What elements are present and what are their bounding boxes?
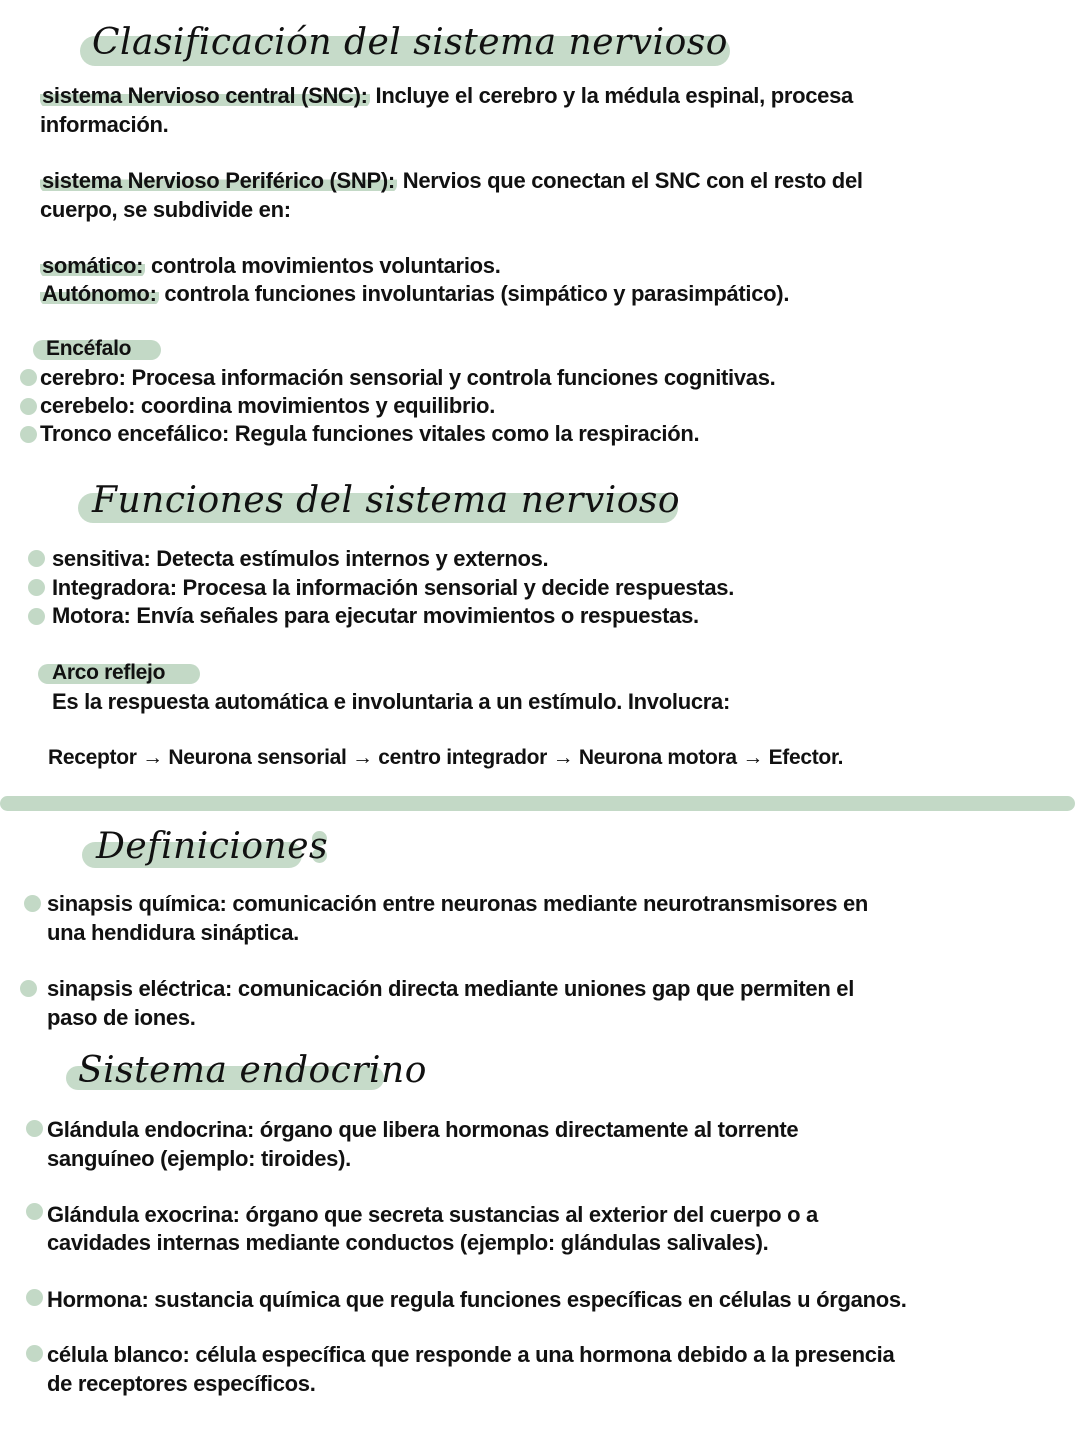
- arco-label: Arco reflejo: [52, 661, 166, 684]
- endocrino-line-1: Hormona: sustancia química que regula funciones específicas en células u órganos.: [47, 1287, 907, 1312]
- endocrino-line-2: sanguíneo (ejemplo: tiroides).: [47, 1146, 351, 1171]
- endocrino-line-1: Glándula exocrina: órgano que secreta sustancias al exterior del cuerpo o a: [47, 1202, 818, 1227]
- snc-text: Incluye el cerebro y la médula espinal, procesa: [369, 83, 853, 108]
- bullet-dot: [28, 608, 45, 625]
- somatico-term: somático:: [42, 253, 144, 278]
- snc-line-1: [40, 82, 853, 110]
- endocrino-line-2: de receptores específicos.: [47, 1371, 316, 1396]
- bullet-dot: [26, 1345, 43, 1362]
- bullet-dot: [24, 895, 41, 912]
- section-title-endocrino: Sistema endocrino: [78, 1050, 427, 1091]
- section-title-clasificacion: Clasificación del sistema nervioso: [92, 22, 728, 63]
- section-title-definiciones: Definiciones: [96, 826, 329, 867]
- snc-line-2: información.: [40, 112, 169, 137]
- snp-text: Nervios que conectan el SNC con el resto del: [396, 168, 863, 193]
- bullet-dot: [20, 369, 37, 386]
- definicion-line-1: sinapsis eléctrica: comunicación directa mediante uniones gap que permiten el: [47, 976, 855, 1001]
- bullet-dot: [26, 1120, 43, 1137]
- endocrino-line-1: célula blanco: célula específica que responde a una hormona debido a la presencia: [47, 1342, 895, 1367]
- somatico-text: controla movimientos voluntarios.: [145, 253, 501, 278]
- snp-line-2: cuerpo, se subdivide en:: [40, 197, 291, 222]
- bullet-dot: [26, 1203, 43, 1220]
- section-title-funciones: Funciones del sistema nervioso: [92, 480, 681, 521]
- somatico-line: [40, 252, 501, 280]
- endocrino-line-1: Glándula endocrina: órgano que libera hormonas directamente al torrente: [47, 1117, 799, 1142]
- endocrino-line-2: cavidades internas mediante conductos (ejemplo: glándulas salivales).: [47, 1230, 769, 1255]
- bullet-dot: [20, 426, 37, 443]
- bullet-dot: [20, 980, 37, 997]
- autonomo-line: [40, 280, 789, 308]
- funcion-item: Integradora: Procesa la información sensorial y decide respuestas.: [52, 575, 735, 600]
- autonomo-text: controla funciones involuntarias (simpático y parasimpático).: [158, 281, 790, 306]
- encefalo-item: cerebelo: coordina movimientos y equilibrio.: [40, 393, 496, 418]
- encefalo-label: Encéfalo: [46, 337, 132, 360]
- snc-term: sistema Nervioso central (SNC):: [42, 83, 368, 108]
- funcion-item: Motora: Envía señales para ejecutar movimientos o respuestas.: [52, 603, 699, 628]
- arco-text: Es la respuesta automática e involuntaria a un estímulo. Involucra:: [52, 689, 730, 714]
- snp-line-1: [40, 167, 863, 195]
- autonomo-term: Autónomo:: [42, 281, 157, 306]
- definicion-line-1: sinapsis química: comunicación entre neuronas mediante neurotransmisores en: [47, 891, 869, 916]
- bullet-dot: [20, 398, 37, 415]
- bullet-dot: [28, 550, 45, 567]
- snp-term: sistema Nervioso Periférico (SNP):: [42, 168, 395, 193]
- encefalo-item: Tronco encefálico: Regula funciones vitales como la respiración.: [40, 421, 700, 446]
- section-divider: [0, 796, 1075, 811]
- definicion-line-2: paso de iones.: [47, 1005, 196, 1030]
- arco-chain: Receptor → Neurona sensorial → centro integrador → Neurona motora → Efector.: [48, 746, 844, 769]
- encefalo-item: cerebro: Procesa información sensorial y controla funciones cognitivas.: [40, 365, 776, 390]
- funcion-item: sensitiva: Detecta estímulos internos y externos.: [52, 546, 549, 571]
- definicion-line-2: una hendidura sináptica.: [47, 920, 299, 945]
- bullet-dot: [28, 579, 45, 596]
- bullet-dot: [26, 1289, 43, 1306]
